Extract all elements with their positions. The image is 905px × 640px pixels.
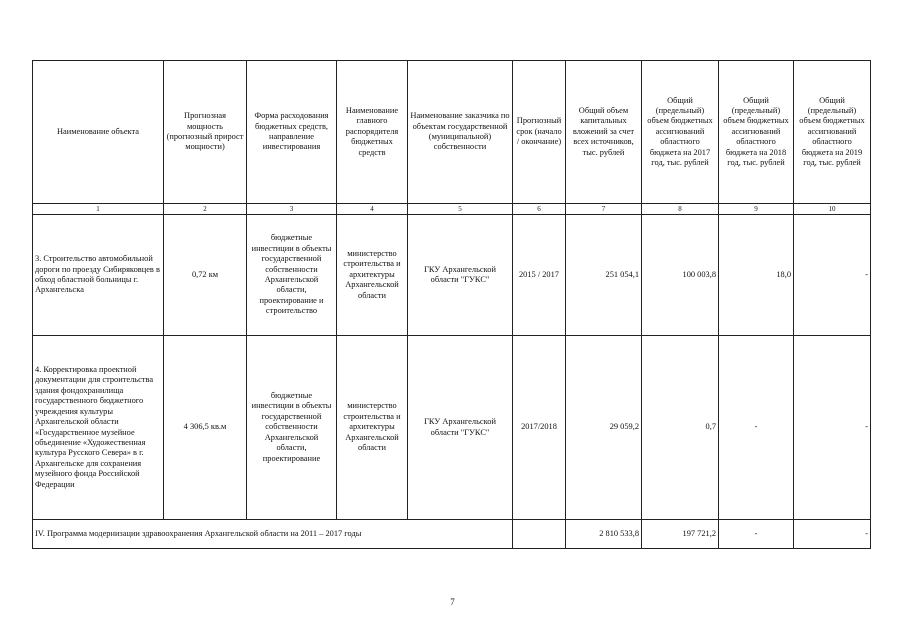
budget-2019-cell: -: [794, 215, 871, 336]
manager-cell: министерство строительства и архитектуры Архангельской области: [337, 336, 408, 520]
budget-2019-cell: -: [794, 336, 871, 520]
section-row: [33, 520, 871, 549]
header-cell: Общий (предельный) объем бюджетных ассигнований областного бюджета на 2018 год, тыс. рублей: [719, 61, 794, 204]
header-cell: Наименование объекта: [33, 61, 164, 204]
manager-cell: министерство строительства и архитектуры Архангельской области: [337, 215, 408, 336]
page-number: 7: [450, 597, 455, 607]
column-number: 6: [513, 204, 566, 215]
section-budget-2018-cell: -: [719, 520, 794, 549]
form-cell: бюджетные инвестиции в объекты государственной собственности Архангельской области, проектирование и строительство: [247, 215, 337, 336]
column-number: 3: [247, 204, 337, 215]
term-cell: 2015 / 2017: [513, 215, 566, 336]
budget-2018-cell: -: [719, 336, 794, 520]
budget-2017-cell: 0,7: [642, 336, 719, 520]
header-cell: Общий объем капитальных вложений за счет всех источников, тыс. рублей: [566, 61, 642, 204]
header-cell: Форма расходования бюджетных средств, направление инвестирования: [247, 61, 337, 204]
empty-cell: [513, 520, 566, 549]
capacity-cell: 4 306,5 кв.м: [164, 336, 247, 520]
object-name-cell: 4. Корректировка проектной документации для строительства здания фондохранилища государственного бюджетного учреждения культуры Архангельской области «Государственное музейное объединение «Художественная культура Русского Севера» в г. Архангельске для сохранения музейного фонда Российской Федерации: [33, 336, 164, 520]
column-number: 4: [337, 204, 408, 215]
header-cell: Наименование главного распорядителя бюджетных средств: [337, 61, 408, 204]
customer-cell: ГКУ Архангельской области "ГУКС": [408, 336, 513, 520]
header-cell: Общий (предельный) объем бюджетных ассигнований областного бюджета на 2019 год, тыс. рублей: [794, 61, 871, 204]
column-number: 2: [164, 204, 247, 215]
section-total-cell: 2 810 533,8: [566, 520, 642, 549]
customer-cell: ГКУ Архангельской области "ГУКС": [408, 215, 513, 336]
table-header-row: [33, 61, 871, 204]
column-number: 9: [719, 204, 794, 215]
total-cell: 251 054,1: [566, 215, 642, 336]
column-number: 1: [33, 204, 164, 215]
budget-table: [32, 60, 871, 549]
object-name-cell: 3. Строительство автомобильной дороги по проезду Сибиряковцев в обход областной больницы г. Архангельска: [33, 215, 164, 336]
header-cell: Прогнозный срок (начало / окончание): [513, 61, 566, 204]
header-cell: Общий (предельный) объем бюджетных ассигнований областного бюджета на 2017 год, тыс. рублей: [642, 61, 719, 204]
section-budget-2019-cell: -: [794, 520, 871, 549]
budget-2017-cell: 100 003,8: [642, 215, 719, 336]
total-cell: 29 059,2: [566, 336, 642, 520]
section-budget-2017-cell: 197 721,2: [642, 520, 719, 549]
column-number: 5: [408, 204, 513, 215]
column-number: 10: [794, 204, 871, 215]
column-number-row: [33, 204, 871, 215]
header-cell: Прогнозная мощность (прогнозный прирост мощности): [164, 61, 247, 204]
column-number: 8: [642, 204, 719, 215]
term-cell: 2017/2018: [513, 336, 566, 520]
table-row: [33, 336, 871, 520]
capacity-cell: 0,72 км: [164, 215, 247, 336]
form-cell: бюджетные инвестиции в объекты государственной собственности Архангельской области, проектирование: [247, 336, 337, 520]
table-row: [33, 215, 871, 336]
column-number: 7: [566, 204, 642, 215]
header-cell: Наименование заказчика по объектам государственной (муниципальной) собственности: [408, 61, 513, 204]
budget-2018-cell: 18,0: [719, 215, 794, 336]
section-title-cell: IV. Программа модернизации здравоохранения Архангельской области на 2011 – 2017 годы: [33, 520, 513, 549]
